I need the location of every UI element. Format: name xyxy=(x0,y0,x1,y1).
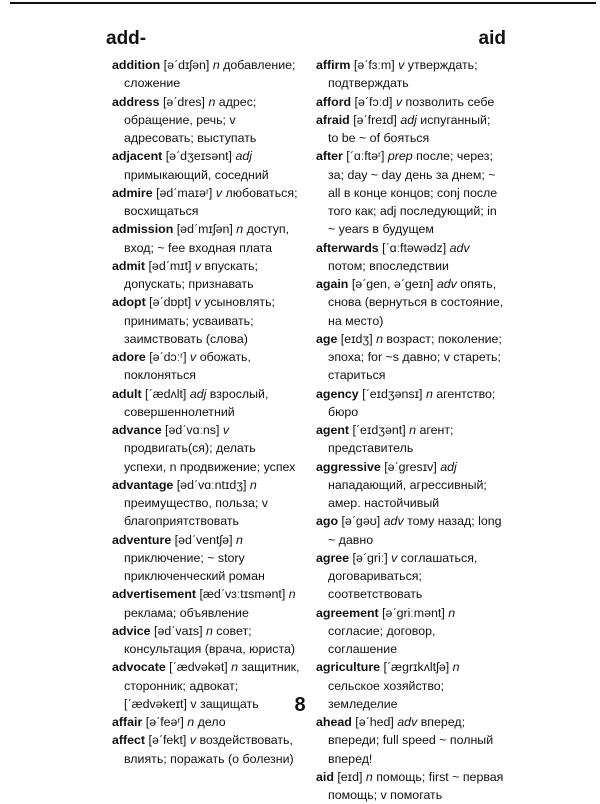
headword: adjacent xyxy=(112,149,163,164)
transcription: [əˊgriːmənt] xyxy=(378,605,449,620)
page-number: 8 xyxy=(294,694,306,716)
headword: aid xyxy=(316,769,334,784)
definition: опять, снова (вернуться в состояние, на место) xyxy=(328,277,504,328)
entry-admit xyxy=(112,257,300,294)
headword: affect xyxy=(112,733,146,748)
definition: дело xyxy=(194,715,226,729)
entry-advertisement xyxy=(112,585,300,622)
entry-agreement xyxy=(316,604,504,659)
part-of-speech: adj xyxy=(235,149,252,164)
entry-affirm xyxy=(316,56,504,93)
part-of-speech: v xyxy=(215,185,223,200)
part-of-speech: v xyxy=(395,94,403,109)
entry-adopt xyxy=(112,293,300,348)
headword: affirm xyxy=(316,58,351,72)
definition: приключение; ~ story приключенческий роман xyxy=(124,550,265,583)
headword: adult xyxy=(112,386,142,401)
headword: admission xyxy=(112,222,174,237)
part-of-speech: n xyxy=(452,660,460,675)
part-of-speech: v xyxy=(189,733,197,748)
definition: возраст; поколение; эпоха; for ~s давно; v стареть; стариться xyxy=(328,331,502,383)
part-of-speech: adv xyxy=(383,514,404,529)
transcription: [əˊfeəʳ] xyxy=(142,715,188,729)
part-of-speech: adv xyxy=(449,240,470,255)
transcription: [əˊfekt] xyxy=(145,733,190,748)
transcription: [əˊhed] xyxy=(351,715,398,729)
definition: воздействовать, влиять; поражать (о болезни) xyxy=(124,733,294,766)
part-of-speech: n xyxy=(231,660,239,675)
part-of-speech: v xyxy=(194,258,202,273)
headword: admit xyxy=(112,258,146,273)
transcription: [ədˊvɑːns] xyxy=(161,423,223,437)
part-of-speech: adj xyxy=(189,386,207,401)
entry-afford xyxy=(316,93,504,111)
transcription: [ədˊvaɪs] xyxy=(150,623,206,638)
headword: adventure xyxy=(112,532,172,547)
definition: добавление; сложение xyxy=(124,58,296,91)
left-column xyxy=(112,56,300,768)
definition: потом; впоследствии xyxy=(328,258,449,273)
entry-advice xyxy=(112,622,300,659)
transcription: [ədˊvɑːntɪdʒ] xyxy=(173,477,250,492)
entry-adult xyxy=(112,385,300,422)
transcription: [ˊædvəkət] xyxy=(165,660,232,675)
headword: advantage xyxy=(112,477,174,492)
headword: advice xyxy=(112,623,151,638)
definition: после; через; за; day ~ day день за днем; ~ all в конце концов; conj после того как; adj последующий; in ~ years в будущем xyxy=(328,149,498,237)
transcription: [ədˊmaɪəʳ] xyxy=(152,185,216,200)
definition: испуганный; to be ~ of бояться xyxy=(328,112,491,145)
part-of-speech: adv xyxy=(397,715,418,729)
headword: agreement xyxy=(316,605,379,620)
part-of-speech: adj xyxy=(440,459,457,474)
part-of-speech: n xyxy=(187,715,195,729)
entry-addition xyxy=(112,56,300,93)
headword: admire xyxy=(112,185,153,200)
headword: agency xyxy=(316,386,359,401)
entry-advance xyxy=(112,421,300,476)
part-of-speech: prep xyxy=(387,149,413,164)
part-of-speech: n xyxy=(249,477,257,492)
part-of-speech: adv xyxy=(436,277,457,291)
headword: adopt xyxy=(112,295,146,310)
headword: advertisement xyxy=(112,587,197,602)
definition: преимущество, польза; v благоприятствовать xyxy=(124,496,268,529)
guide-word-right: aid xyxy=(478,28,506,49)
top-rule xyxy=(10,2,596,4)
part-of-speech: v xyxy=(391,550,398,565)
definition: утверждать; подтверждать xyxy=(328,58,478,91)
definition: защитник, сторонник; адвокат; [ˊædvəkeɪt] v защищать xyxy=(124,660,300,711)
headword: afraid xyxy=(316,112,350,127)
definition: усыновлять; принимать; усваивать; заимствовать (слова) xyxy=(124,295,275,346)
transcription: [ˊɑːftəwədz] xyxy=(378,240,450,255)
transcription: [ədˊmɪʃən] xyxy=(173,222,237,237)
transcription: [ˊeɪdʒənsɪ] xyxy=(358,386,426,401)
entry-ahead xyxy=(316,713,504,768)
part-of-speech: n xyxy=(236,222,244,237)
definition: доступ, вход; ~ fee входная плата xyxy=(124,222,290,255)
part-of-speech: v xyxy=(194,295,201,310)
transcription: [ˊægrɪkʌltʃə] xyxy=(380,660,453,675)
transcription: [ˊædʌlt] xyxy=(141,386,190,401)
definition: адрес; обращение, речь; v адресовать; выступать xyxy=(124,94,257,145)
headword: again xyxy=(316,277,349,291)
headword: age xyxy=(316,331,338,346)
entry-ago xyxy=(316,512,504,549)
headword: aggressive xyxy=(316,459,381,474)
transcription: [eɪdʒ] xyxy=(337,331,377,346)
definition: примыкающий, соседний xyxy=(124,167,269,182)
part-of-speech: n xyxy=(376,331,383,346)
part-of-speech: n xyxy=(425,386,433,401)
transcription: [əˊfɔːd] xyxy=(351,94,396,109)
definition: любоваться; восхищаться xyxy=(124,185,298,218)
part-of-speech: n xyxy=(235,532,243,547)
transcription: [əˊgriː] xyxy=(349,550,392,565)
transcription: [əˊdɔːʳ] xyxy=(145,350,191,364)
definition: позволить себе xyxy=(402,94,495,109)
part-of-speech: v xyxy=(222,423,230,437)
entry-address xyxy=(112,93,300,148)
definition: соглашаться, договариваться; соответствовать xyxy=(328,550,478,602)
transcription: [əˊdɒpt] xyxy=(145,295,195,310)
transcription: [ˊeɪdʒənt] xyxy=(349,423,410,437)
entry-adore xyxy=(112,348,300,385)
entry-age xyxy=(316,330,504,385)
part-of-speech: n xyxy=(288,587,296,602)
entry-agent xyxy=(316,421,504,458)
part-of-speech: n xyxy=(205,623,213,638)
part-of-speech: v xyxy=(398,58,405,72)
headword: afterwards xyxy=(316,240,379,255)
definition: взрослый, совершеннолетний xyxy=(124,386,269,419)
transcription: [əˊfɜːm] xyxy=(350,58,399,72)
guide-word-left: add- xyxy=(106,28,147,49)
transcription: [əˊgen, əˊgeɪn] xyxy=(348,277,437,291)
transcription: [ədˊmɪt] xyxy=(145,258,195,273)
transcription: [əˊdʒeɪsənt] xyxy=(162,149,236,164)
definition: агентство; бюро xyxy=(328,386,496,419)
definition: нападающий, агрессивный; амер. настойчивый xyxy=(328,477,487,510)
definition: продвигать(ся); делать успехи, n продвижение; успех xyxy=(124,441,296,474)
headword: afford xyxy=(316,94,352,109)
definition: вперед; впереди; full speed ~ полный вперед! xyxy=(328,715,494,766)
entry-adventure xyxy=(112,531,300,586)
definition: обожать, поклоняться xyxy=(124,350,251,383)
headword: affair xyxy=(112,715,143,729)
transcription: [ˊɑːftəʳ] xyxy=(342,149,388,164)
entry-admire xyxy=(112,184,300,221)
headword: advance xyxy=(112,423,162,437)
entry-afraid xyxy=(316,111,504,148)
entry-after xyxy=(316,147,504,238)
right-column xyxy=(316,56,504,804)
headword: ago xyxy=(316,514,339,529)
headword: address xyxy=(112,94,160,109)
part-of-speech: n xyxy=(448,605,456,620)
definition: помощь; first ~ первая помощь; v помогать xyxy=(328,769,504,802)
transcription: [ədˊventʃə] xyxy=(171,532,236,547)
headword: after xyxy=(316,149,343,164)
entry-afterwards xyxy=(316,239,504,276)
part-of-speech: adj xyxy=(400,112,417,127)
part-of-speech: n xyxy=(212,58,220,72)
definition: тому назад; long ~ давно xyxy=(328,514,502,547)
entry-again xyxy=(316,275,504,330)
definition: реклама; объявление xyxy=(124,605,249,620)
entry-aid xyxy=(316,768,504,804)
headword: agent xyxy=(316,423,350,437)
entry-aggressive xyxy=(316,458,504,513)
transcription: [əˊdres] xyxy=(159,94,209,109)
headword: ahead xyxy=(316,715,352,729)
entry-advantage xyxy=(112,476,300,531)
headword: agriculture xyxy=(316,660,381,675)
definition: сельское хозяйство; земледелие xyxy=(328,678,445,711)
transcription: [əˊdɪʃən] xyxy=(160,58,213,72)
entry-adjacent xyxy=(112,147,300,184)
part-of-speech: n xyxy=(409,423,417,437)
part-of-speech: v xyxy=(190,350,197,364)
entry-agree xyxy=(316,549,504,604)
definition: агент; представитель xyxy=(328,423,454,456)
definition: согласие; договор, соглашение xyxy=(328,623,436,656)
headword: advocate xyxy=(112,660,166,675)
headword: agree xyxy=(316,550,350,565)
part-of-speech: n xyxy=(365,769,373,784)
transcription: [əˊgəʊ] xyxy=(338,514,384,529)
headword: adore xyxy=(112,350,146,364)
transcription: [əˊfreɪd] xyxy=(349,112,401,127)
entry-admission xyxy=(112,220,300,257)
definition: впускать; допускать; признавать xyxy=(124,258,258,291)
part-of-speech: n xyxy=(208,94,216,109)
entry-agency xyxy=(316,385,504,422)
headword: addition xyxy=(112,58,161,72)
transcription: [eɪd] xyxy=(333,769,366,784)
transcription: [ædˊvɜːtɪsmənt] xyxy=(196,587,289,602)
definition: совет; консультация (врача, юриста) xyxy=(124,623,296,656)
transcription: [əˊgresɪv] xyxy=(380,459,441,474)
